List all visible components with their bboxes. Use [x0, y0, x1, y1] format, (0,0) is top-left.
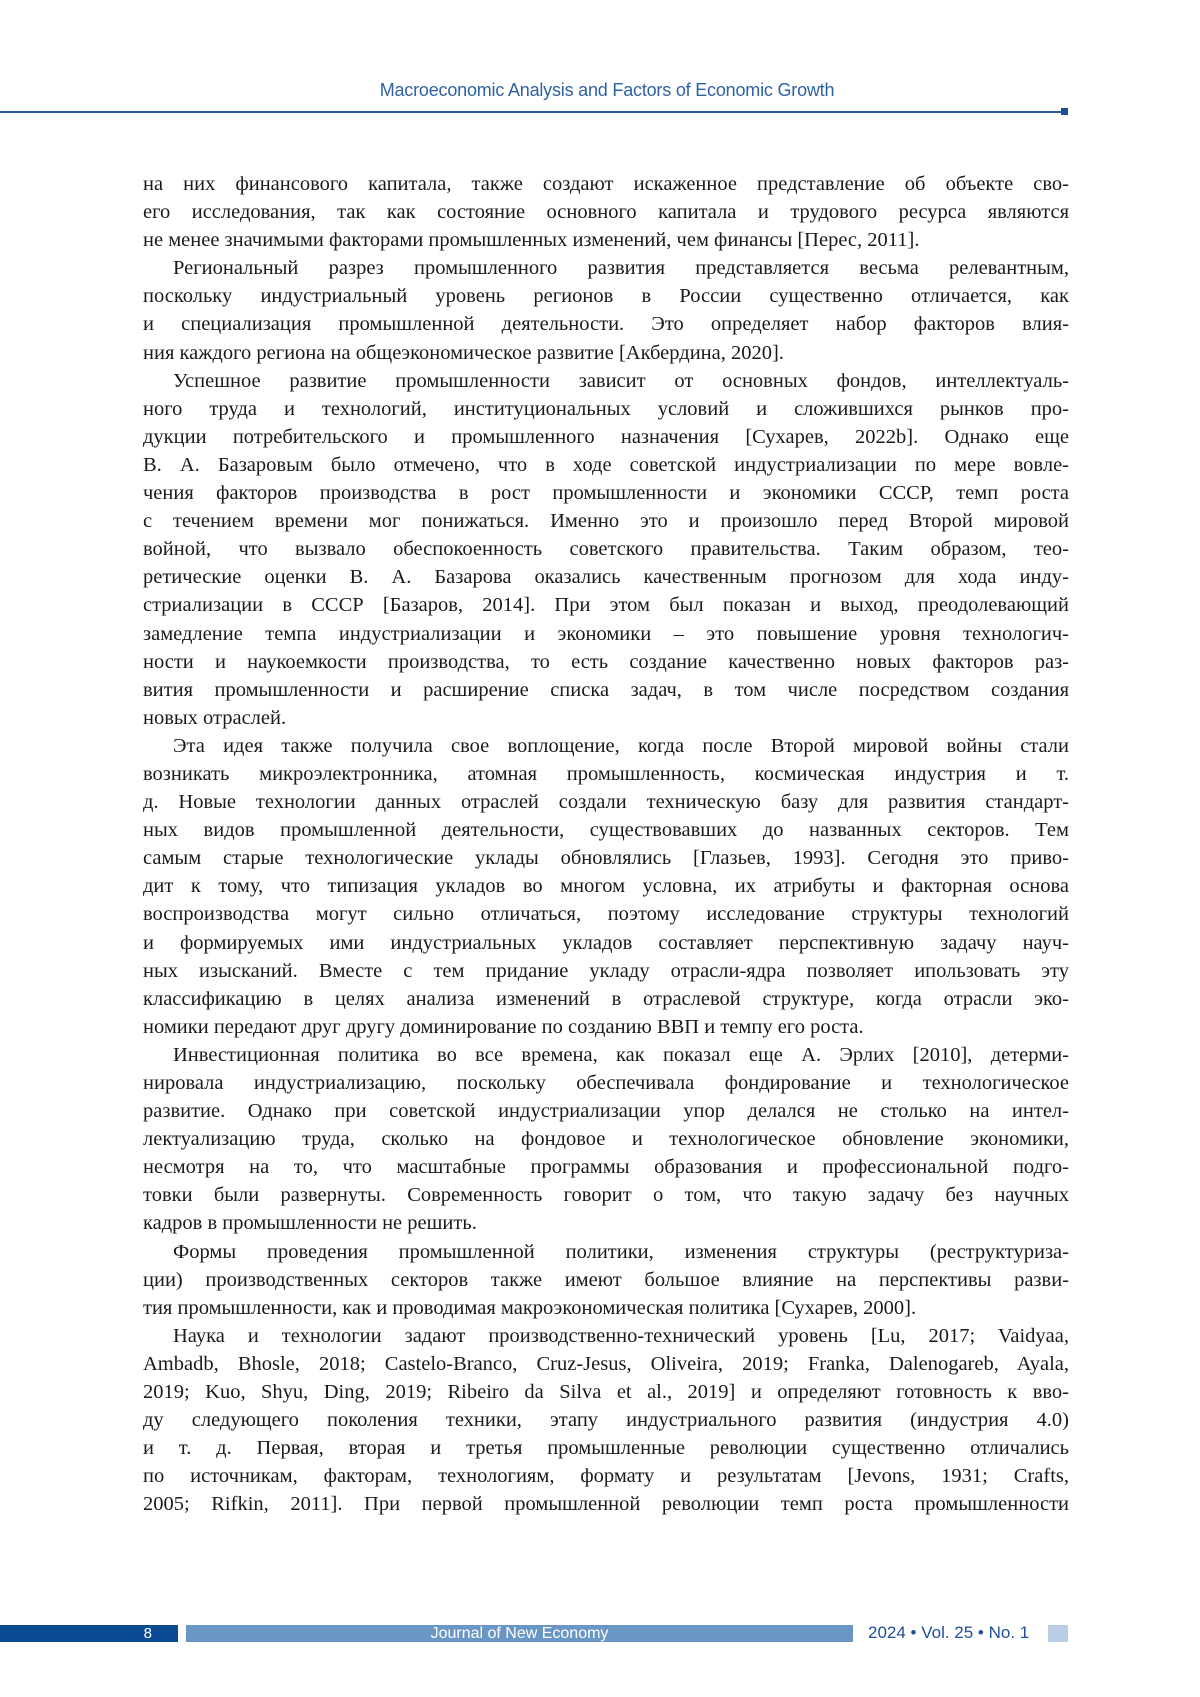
text-line: с течением времени мог понижаться. Именно это и произошло перед Второй мировой: [143, 510, 1069, 533]
text-line: Инвестиционная политика во все времена, как показал еще А. Эрлих [2010], детерми-: [173, 1043, 1069, 1066]
paragraph: [143, 1322, 1069, 1519]
text-line: 2005; Rifkin, 2011]. При первой промышленной революции темп роста промышленности: [143, 1493, 1069, 1516]
text-line: чения факторов производства в рост промышленности и экономики СССР, темп роста: [143, 482, 1069, 505]
text-line: ного труда и технологий, институциональных условий и сложившихся рынков про-: [143, 397, 1069, 420]
header-rule-end-marker: [1061, 108, 1068, 115]
paragraph: [143, 254, 1069, 366]
text-line: несмотря на то, что масштабные программы образования и профессиональной подго-: [143, 1156, 1069, 1179]
text-line: и специализация промышленной деятельности. Это определяет набор факторов влия-: [143, 313, 1069, 336]
text-line: Региональный разрез промышленного развития представляется весьма релевантным,: [173, 257, 1069, 280]
text-line: ду следующего поколения техники, этапу индустриального развития (индустрия 4.0): [143, 1409, 1069, 1432]
page-number: 8: [0, 1625, 178, 1642]
text-line: Ambadb, Bhosle, 2018; Castelo-Branco, Cruz-Jesus, Oliveira, 2019; Franka, Dalenogareb, Ayala,: [143, 1352, 1069, 1375]
text-line: классификацию в целях анализа изменений в отраслевой структуре, когда отрасли эко-: [143, 987, 1069, 1010]
text-line: возникать микроэлектронника, атомная промышленность, космическая индустрия и т.: [143, 762, 1069, 785]
text-line: стриализации в СССР [Базаров, 2014]. При этом был показан и выход, преодолевающий: [143, 594, 1069, 617]
footer-issue-info: 2024 • Vol. 25 • No. 1: [868, 1623, 1030, 1642]
text-line: на них финансового капитала, также создают искаженное представление об объекте сво-: [143, 173, 1069, 195]
text-line: Формы проведения промышленной политики, изменения структуры (реструктуриза-: [173, 1240, 1069, 1263]
text-line: нировала индустриализацию, поскольку обеспечивала фондирование и технологическое: [143, 1072, 1069, 1094]
text-line: воспроизводства могут сильно отличаться, поэтому исследование структуры технологий: [143, 903, 1069, 926]
article-body: [143, 170, 1069, 1519]
text-line: 2019; Kuo, Shyu, Ding, 2019; Ribeiro da Silva et al., 2019] и определяют готовность к вво-: [143, 1381, 1069, 1404]
text-line: по источникам, факторам, технологиям, формату и результатам [Jevons, 1931; Crafts,: [143, 1465, 1069, 1488]
text-line: и формируемых ими индустриальных укладов составляет перспективную задачу науч-: [143, 931, 1069, 954]
text-line: не менее значимыми факторами промышленных изменений, чем финансы [Перес, 2011].: [143, 229, 920, 252]
text-line: поскольку индустриальный уровень регионов в России существенно отличается, как: [143, 285, 1069, 308]
text-line: В. А. Базаровым было отмечено, что в ходе советской индустриализации по мере вовле-: [143, 453, 1069, 476]
text-line: вития промышленности и расширение списка задач, в том числе посредством создания: [143, 678, 1069, 701]
footer-journal-name: Journal of New Economy: [186, 1625, 853, 1642]
text-line: дит к тому, что типизация укладов во многом условна, их атрибуты и факторная основа: [143, 875, 1069, 898]
text-line: замедление темпа индустриализации и экономики – это повышение уровня технологич-: [143, 622, 1069, 645]
footer-marker: [1048, 1625, 1068, 1642]
text-line: номики передают друг другу доминирование по созданию ВВП и темпу его роста.: [143, 1015, 864, 1038]
paragraph: [143, 170, 1069, 254]
text-line: его исследования, так как состояние основного капитала и трудового ресурса являются: [143, 201, 1069, 224]
header-rule: [0, 111, 1064, 113]
paragraph: [143, 1041, 1069, 1238]
text-line: новых отраслей.: [143, 706, 287, 729]
text-line: и т. д. Первая, вторая и третья промышленные революции существенно отличались: [143, 1437, 1069, 1460]
text-line: кадров в промышленности не решить.: [143, 1212, 477, 1235]
text-line: ния каждого региона на общеэкономическое развитие [Акбердина, 2020].: [143, 341, 784, 364]
text-line: Эта идея также получила свое воплощение, когда после Второй мировой войны стали: [173, 734, 1069, 757]
text-line: ции) производственных секторов также имеют большое влияние на перспективы разви-: [143, 1268, 1069, 1291]
paragraph: [143, 732, 1069, 1041]
running-header-title: Macroeconomic Analysis and Factors of Economic Growth: [379, 80, 835, 100]
text-line: Наука и технологии задают производственно-технический уровень [Lu, 2017; Vaidyaa,: [173, 1324, 1069, 1347]
paragraph: [143, 367, 1069, 732]
text-line: войной, что вызвало обеспокоенность советского правительства. Таким образом, тео-: [143, 538, 1069, 561]
text-line: товки были развернуты. Современность говорит о том, что такую задачу без научных: [143, 1184, 1069, 1207]
text-line: Успешное развитие промышленности зависит от основных фондов, интеллектуаль-: [173, 369, 1069, 392]
text-line: ных видов промышленной деятельности, существовавших до названных секторов. Тем: [143, 819, 1069, 842]
text-line: тия промышленности, как и проводимая макроэкономическая политика [Сухарев, 2000].: [143, 1296, 917, 1319]
text-line: ретические оценки В. А. Базарова оказались качественным прогнозом для хода инду-: [143, 566, 1069, 589]
paragraph: [143, 1238, 1069, 1322]
text-line: ности и наукоемкости производства, то есть создание качественно новых факторов раз-: [143, 650, 1069, 673]
text-line: самым старые технологические уклады обновлялись [Глазьев, 1993]. Сегодня это приво-: [143, 847, 1069, 870]
text-line: развитие. Однако при советской индустриализации упор делался не столько на интел-: [143, 1100, 1069, 1123]
text-line: лектуализацию труда, сколько на фондовое и технологическое обновление экономики,: [143, 1128, 1069, 1151]
text-line: д. Новые технологии данных отраслей создали техническую базу для развития стандарт-: [143, 791, 1069, 814]
text-line: дукции потребительского и промышленного назначения [Сухарев, 2022b]. Однако еще: [143, 425, 1069, 448]
text-line: ных изысканий. Вместе с тем придание укладу отрасли-ядра позволяет ипользовать эту: [143, 959, 1069, 982]
